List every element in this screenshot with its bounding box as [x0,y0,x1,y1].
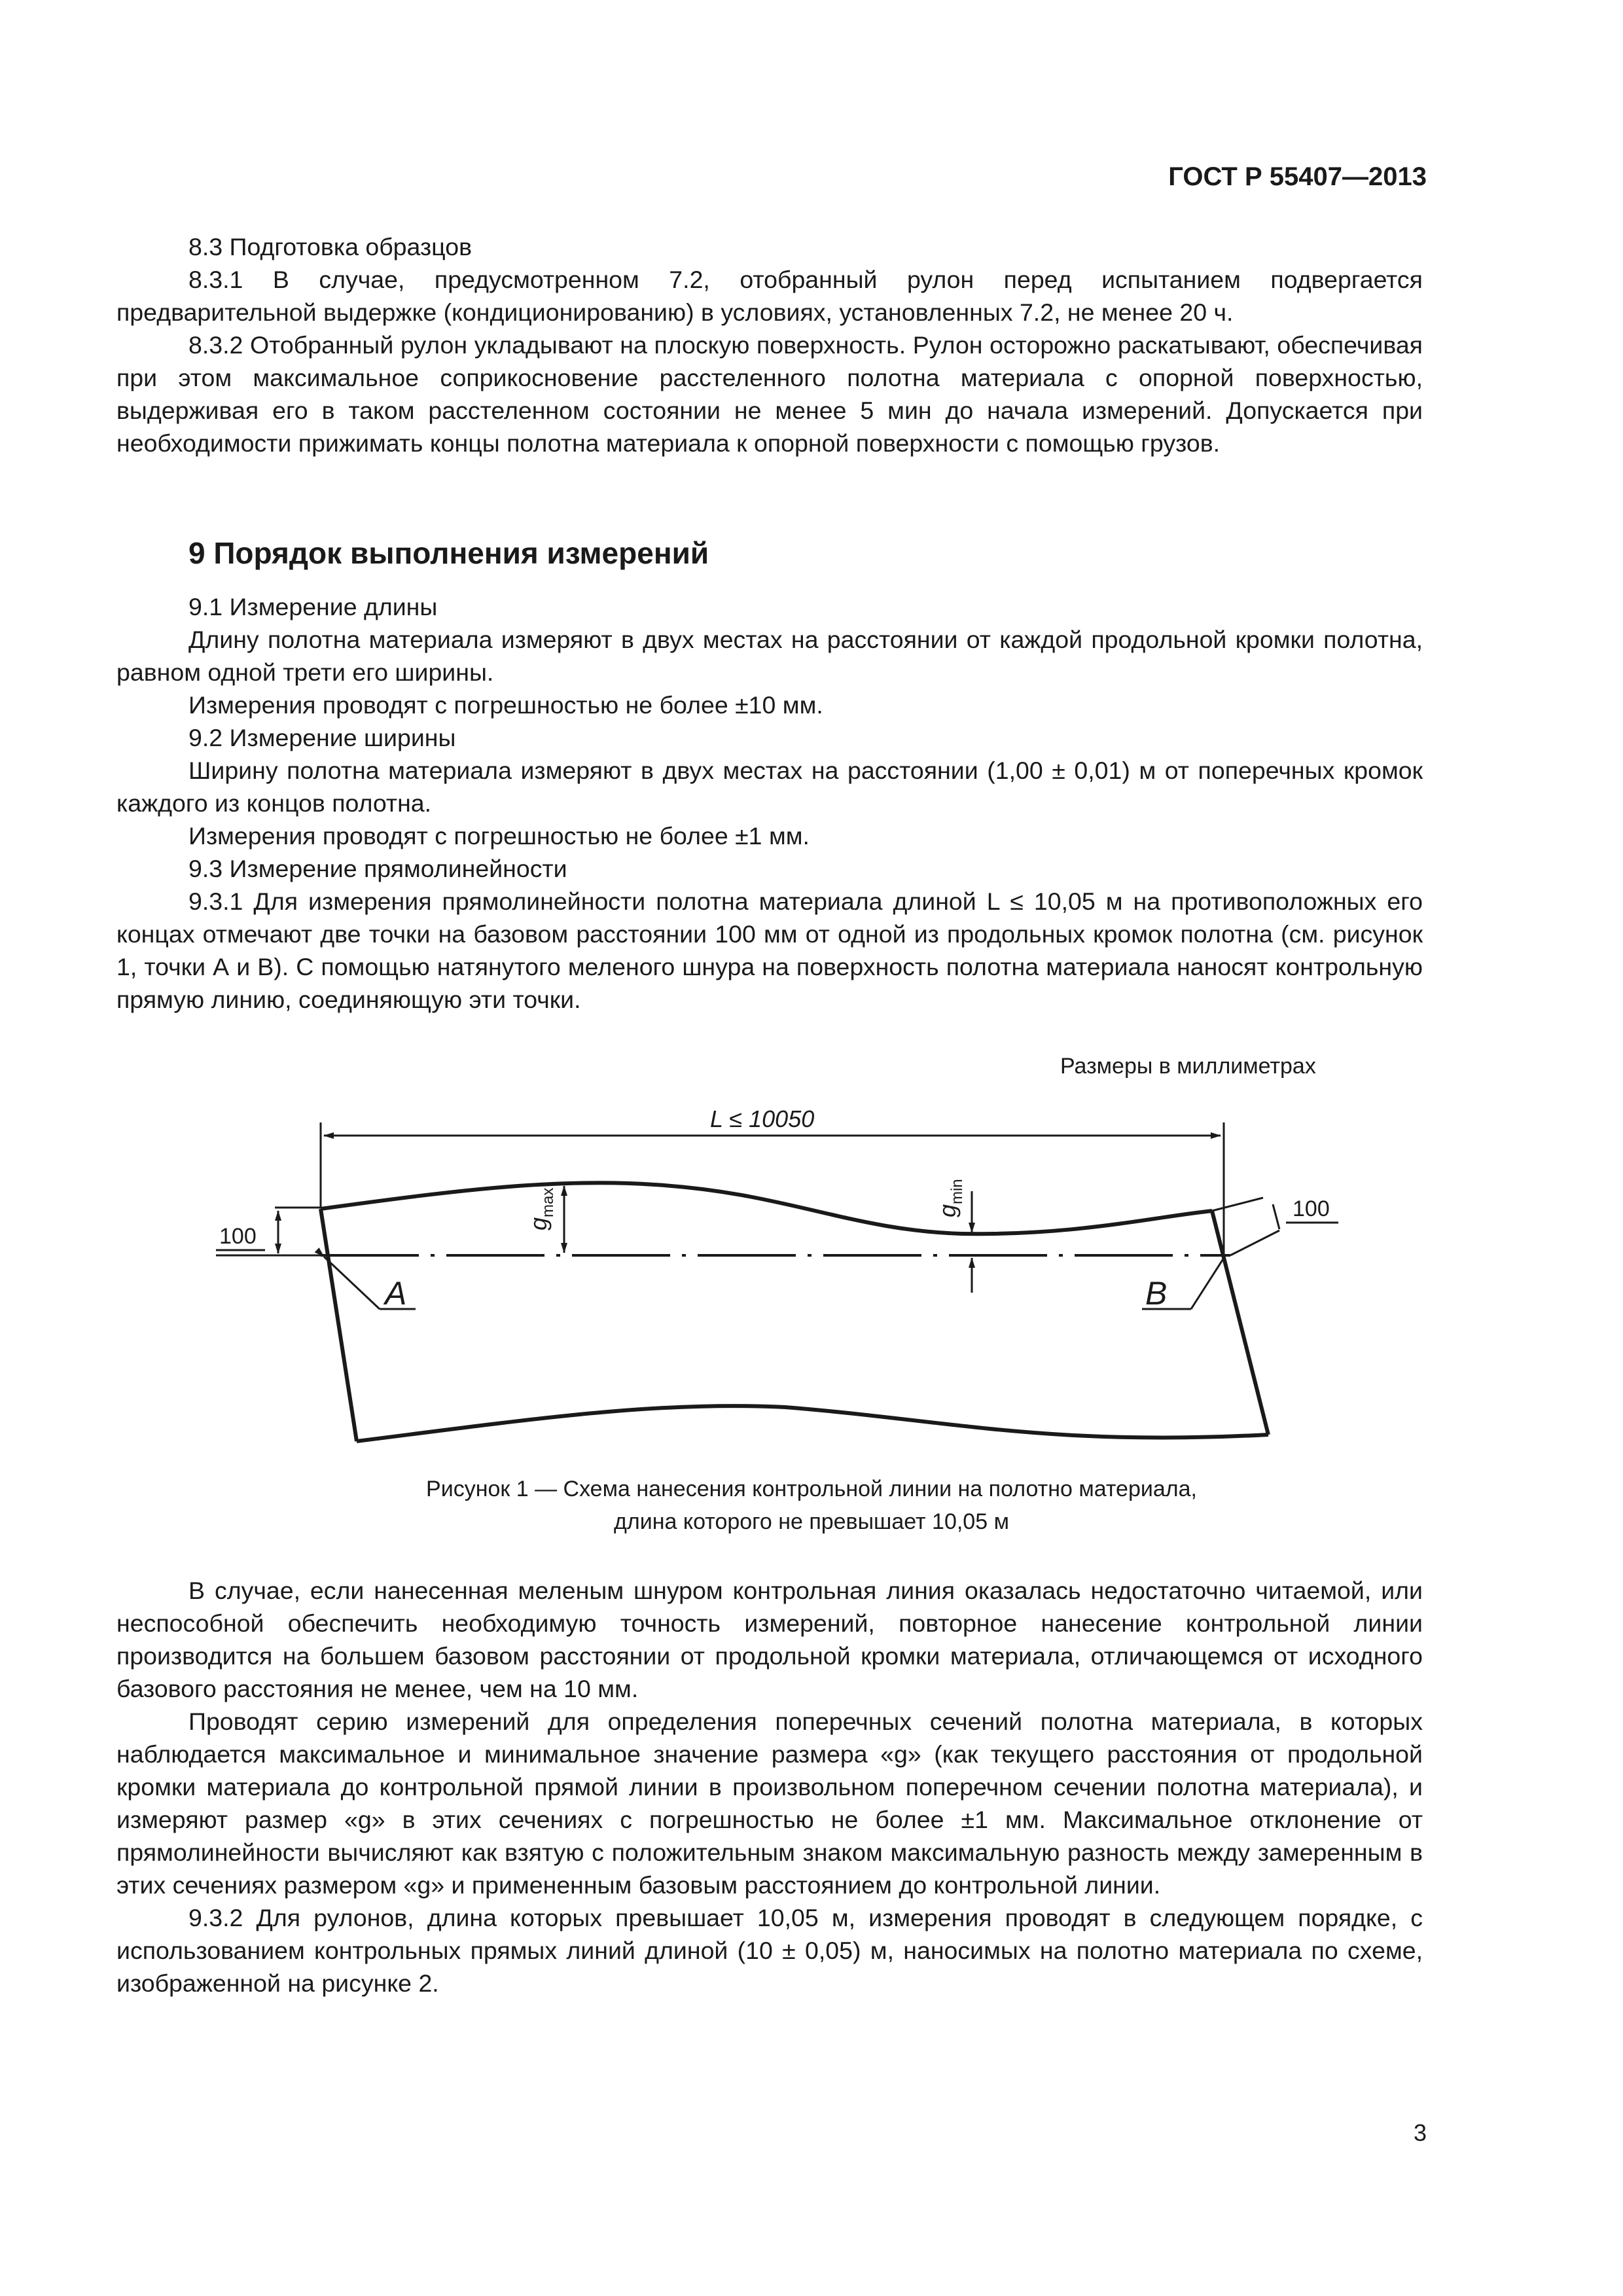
left-offset-label: 100 [219,1224,257,1249]
paragraph-9-2-a: Ширину полотна материала измеряют в двух местах на расстоянии (1,00 ± 0,01) м от поперечных кромок каждого из концов полотна. [116,757,1423,817]
point-a-label: A [385,1275,407,1312]
point-b-leader [1191,1258,1224,1309]
right-offset-label: 100 [1293,1196,1330,1221]
section-9-3-title: 9.3 Измерение прямолинейности [188,855,567,882]
dimensions-note: Размеры в миллиметрах [1060,1054,1316,1079]
paragraph-8-3-2: 8.3.2 Отобранный рулон укладывают на плоскую поверхность. Рулон осторожно раскатывают, обеспечивая при этом максимальное соприкосновение расстеленного полотна материала с опорной поверхностью, выдерживая его в таком расстеленном состоянии не менее 5 мин до начала измерений. Допускается при необходимости прижимать концы полотна материала к опорной поверхности с помощью грузов. [116,331,1423,457]
right-offset-extension [1230,1230,1279,1255]
figure-1-caption [262,1473,1361,1538]
g-max-subscript: max [539,1187,557,1217]
point-b-label: B [1145,1275,1168,1312]
g-min-label: g [934,1204,961,1217]
paragraph-9-2-b: Измерения проводят с погрешностью не более ±1 мм. [188,822,810,850]
paragraph-9-1-a: Длину полотна материала измеряют в двух местах на расстоянии от каждой продольной кромки полотна, равном одной трети его ширины. [116,626,1423,686]
g-min-subscript: min [948,1179,966,1204]
caption-line-2: длина которого не превышает 10,05 м [614,1509,1009,1534]
g-max-label: g [525,1217,552,1230]
sheet-right-edge [1212,1211,1268,1435]
paragraph-8-3-1: 8.3.1 В случае, предусмотренном 7.2, отобранный рулон перед испытанием подвергается предварительной выдержке (кондиционированию) в условиях, установленных 7.2, не менее 20 ч. [116,266,1423,326]
paragraph-9-1-b: Измерения проводят с погрешностью не более ±10 мм. [188,691,823,719]
right-offset-extension-top [1212,1198,1263,1211]
sheet-top-edge [321,1183,1212,1234]
section-9-heading: 9 Порядок выполнения измерений [188,536,709,570]
section-8-3-title: 8.3 Подготовка образцов [188,233,472,260]
sheet-left-edge [321,1209,357,1441]
caption-line-1: Рисунок 1 — Схема нанесения контрольной линии на полотно материала, [426,1477,1197,1501]
document-code: ГОСТ Р 55407—2013 [1168,162,1427,191]
page-number: 3 [1413,2119,1427,2146]
right-offset-dim [1273,1204,1279,1229]
paragraph-after-2: Проводят серию измерений для определения поперечных сечений полотна материала, в которых наблюдается максимальное и минимальное значение размера «g» (как текущего расстояния от продольной кромки материала до контрольной прямой линии в произвольном поперечном сечении полотна материала), и измеряют размер «g» в этих сечениях с погрешностью не более ±1 мм. Максимальное отклонение от прямолинейности вычисляют как взятую с положительным знаком максимальную разность между замеренным в этих сечениях размером «g» и примененным базовым расстоянием до контрольной линии. [116,1708,1423,1899]
length-label: L ≤ 10050 [710,1105,815,1132]
after-figure-text [116,1574,1423,2000]
paragraph-9-3-2: 9.3.2 Для рулонов, длина которых превышает 10,05 м, измерения проводят в следующем порядке, с использованием контрольных прямых линий длиной (10 ± 0,05) м, наносимых на полотно материала по схеме, изображенной на рисунке 2. [116,1904,1423,1997]
section-9-1-title: 9.1 Измерение длины [188,593,438,620]
paragraph-9-3-1: 9.3.1 Для измерения прямолинейности полотна материала длиной L ≤ 10,05 м на противоположных его концах отмечают две точки на базовом расстоянии 100 мм от одной из продольных кромок полотна (см. рисунок 1, точки А и В). С помощью натянутого меленого шнура на поверхность полотна материала наносят контрольную прямую линию, соединяющую эти точки. [116,888,1423,1013]
sheet-bottom-edge [357,1406,1268,1441]
section-9-2-title: 9.2 Измерение ширины [188,724,456,751]
paragraph-after-1: В случае, если нанесенная меленым шнуром контрольная линия оказалась недостаточно читаемой, или неспособной обеспечить необходимую точность измерений, повторное нанесение контрольной линии производится на большем базовом расстоянии от продольной кромки материала, отличающемся от исходного базового расстояния не менее, чем на 10 мм. [116,1577,1423,1702]
